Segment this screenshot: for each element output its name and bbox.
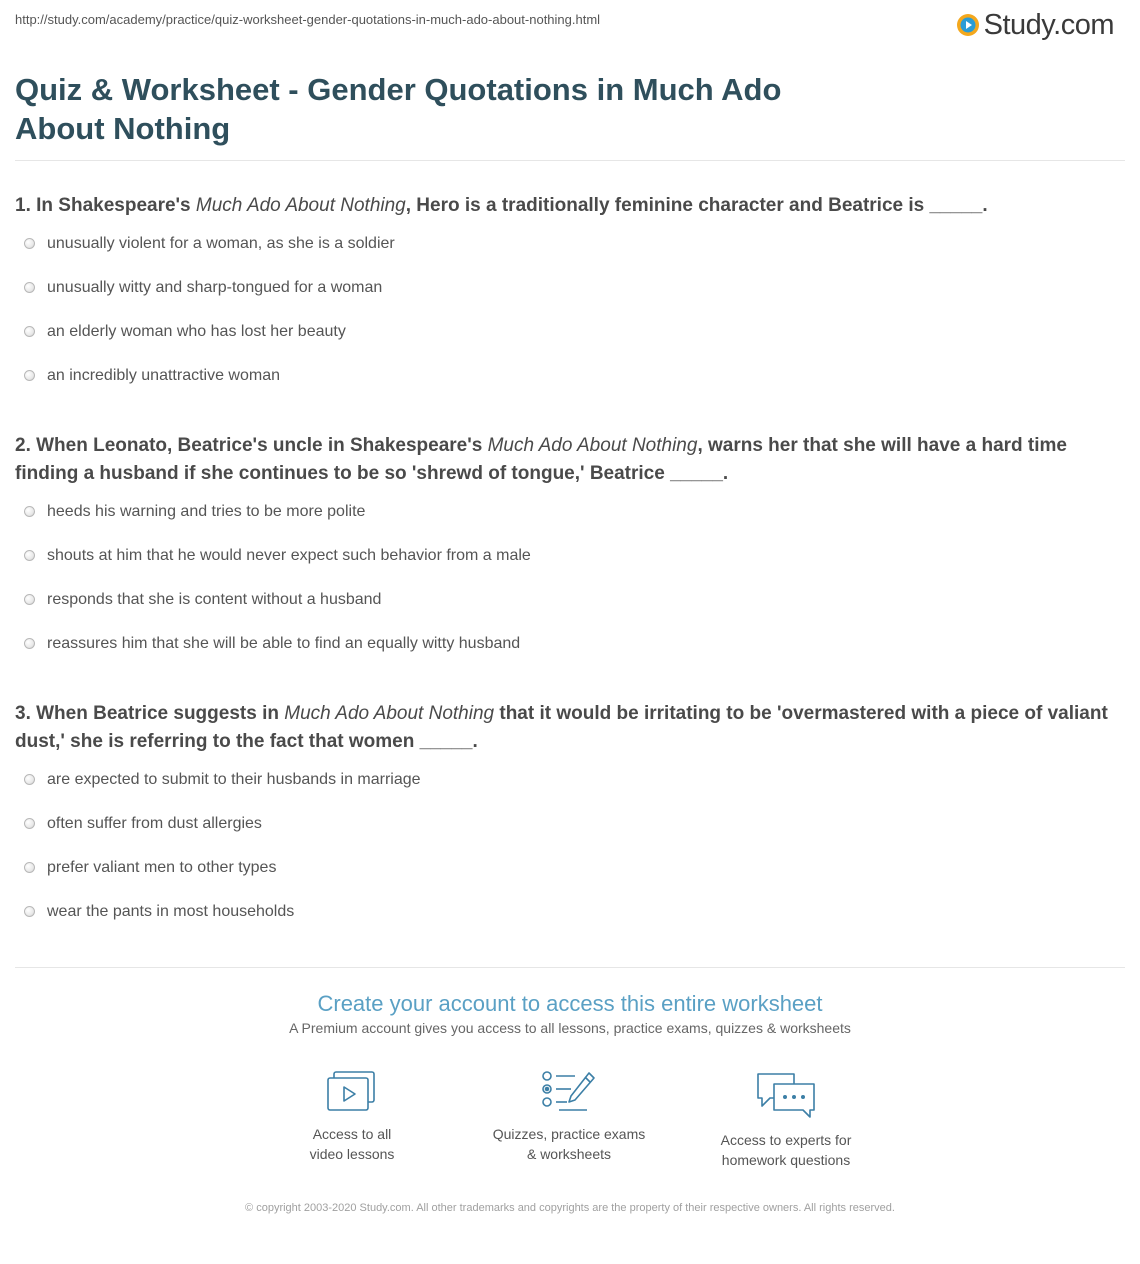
- option-label: wear the pants in most households: [47, 903, 295, 920]
- question-prefix: 1. In Shakespeare's: [15, 195, 196, 216]
- feature-list: [0, 1070, 1140, 1180]
- answer-option[interactable]: [15, 366, 1115, 410]
- option-label: an incredibly unattractive woman: [47, 367, 281, 384]
- answer-option[interactable]: [15, 814, 1115, 858]
- copyright-footer: © copyright 2003-2020 Study.com. All other trademarks and copyrights are the property of their respective owners. All rights reserved.: [245, 1202, 895, 1214]
- promo-divider: [15, 967, 1125, 968]
- feature-label: [252, 1124, 452, 1164]
- feature-line: homework questions: [721, 1152, 851, 1168]
- answer-option[interactable]: [15, 770, 1115, 814]
- study-logo[interactable]: [956, 11, 1114, 39]
- question-2: [15, 432, 1115, 678]
- option-label: heeds his warning and tries to be more polite: [47, 503, 366, 520]
- radio-button[interactable]: [24, 282, 35, 293]
- title-divider: [15, 160, 1125, 161]
- radio-button[interactable]: [24, 638, 35, 649]
- radio-button[interactable]: [24, 818, 35, 829]
- option-label: responds that she is content without a husband: [47, 591, 382, 608]
- quiz-checklist-icon: [541, 1070, 597, 1114]
- video-lesson-icon: [326, 1070, 378, 1114]
- question-text: [15, 700, 1115, 756]
- question-italic-title: Much Ado About Nothing: [195, 195, 406, 216]
- radio-button[interactable]: [24, 774, 35, 785]
- question-prefix: 3. When Beatrice suggests in: [15, 703, 285, 724]
- question-3: [15, 700, 1115, 946]
- answer-option[interactable]: [15, 858, 1115, 902]
- feature-experts: [686, 1070, 886, 1170]
- question-italic-title: Much Ado About Nothing: [487, 435, 698, 456]
- feature-quizzes: [469, 1070, 669, 1164]
- play-circle-icon: [956, 13, 980, 37]
- option-label: unusually violent for a woman, as she is a soldier: [47, 235, 395, 252]
- question-text: [15, 192, 1115, 220]
- logo-suffix: .com: [1053, 9, 1114, 41]
- answer-option[interactable]: [15, 546, 1115, 590]
- radio-button[interactable]: [24, 862, 35, 873]
- page-title: Quiz & Worksheet - Gender Quotations in Much Ado About Nothing: [15, 72, 782, 146]
- answer-option[interactable]: [15, 590, 1115, 634]
- question-prefix: 2. When Leonato, Beatrice's uncle in Shakespeare's: [15, 435, 488, 456]
- chat-bubbles-icon: [754, 1070, 818, 1120]
- option-label: unusually witty and sharp-tongued for a woman: [47, 279, 383, 296]
- radio-button[interactable]: [24, 594, 35, 605]
- question-1: [15, 192, 1115, 410]
- top-bar: [15, 11, 1120, 41]
- question-suffix: that it would be irritating to be 'overmastered with a piece of valiant dust,' she is referring to the fact that women _____.: [15, 703, 1108, 752]
- option-label: shouts at him that he would never expect such behavior from a male: [47, 547, 531, 564]
- answer-option[interactable]: [15, 902, 1115, 946]
- logo-text: Study: [983, 9, 1054, 41]
- answer-option[interactable]: [15, 278, 1115, 322]
- radio-button[interactable]: [24, 326, 35, 337]
- option-label: are expected to submit to their husbands in marriage: [47, 771, 421, 788]
- answer-option[interactable]: [15, 234, 1115, 278]
- answer-option[interactable]: [15, 634, 1115, 678]
- option-label: an elderly woman who has lost her beauty: [47, 323, 346, 340]
- option-label: often suffer from dust allergies: [47, 815, 262, 832]
- feature-line: Access to experts for: [720, 1132, 852, 1148]
- option-label: prefer valiant men to other types: [47, 859, 277, 876]
- option-label: reassures him that she will be able to find an equally witty husband: [47, 635, 521, 652]
- feature-label: [469, 1124, 669, 1164]
- logo-wordmark: [984, 11, 1114, 39]
- question-suffix: , Hero is a traditionally feminine character and Beatrice is _____.: [405, 195, 988, 216]
- radio-button[interactable]: [24, 370, 35, 381]
- answer-option[interactable]: [15, 322, 1115, 366]
- feature-line: Quizzes, practice exams: [492, 1126, 646, 1142]
- radio-button[interactable]: [24, 238, 35, 249]
- feature-line: video lessons: [309, 1146, 395, 1162]
- create-account-link[interactable]: Create your account to access this entire worksheet: [317, 991, 823, 1016]
- promo-subtitle: A Premium account gives you access to all lessons, practice exams, quizzes & worksheets: [289, 1020, 851, 1036]
- radio-button[interactable]: [24, 506, 35, 517]
- answer-option[interactable]: [15, 502, 1115, 546]
- feature-video-lessons: [252, 1070, 452, 1164]
- radio-button[interactable]: [24, 906, 35, 917]
- feature-label: [686, 1130, 886, 1170]
- page-url: http://study.com/academy/practice/quiz-worksheet-gender-quotations-in-much-ado-about-nothing.html: [15, 12, 601, 27]
- feature-line: Access to all: [312, 1126, 392, 1142]
- premium-promo: [0, 990, 1140, 1036]
- question-suffix: , warns her that she will have a hard time finding a husband if she continues to be so 'shrewd of tongue,' Beatrice _____.: [15, 435, 1068, 484]
- radio-button[interactable]: [24, 550, 35, 561]
- feature-line: & worksheets: [526, 1146, 612, 1162]
- question-italic-title: Much Ado About Nothing: [284, 703, 495, 724]
- question-text: [15, 432, 1115, 488]
